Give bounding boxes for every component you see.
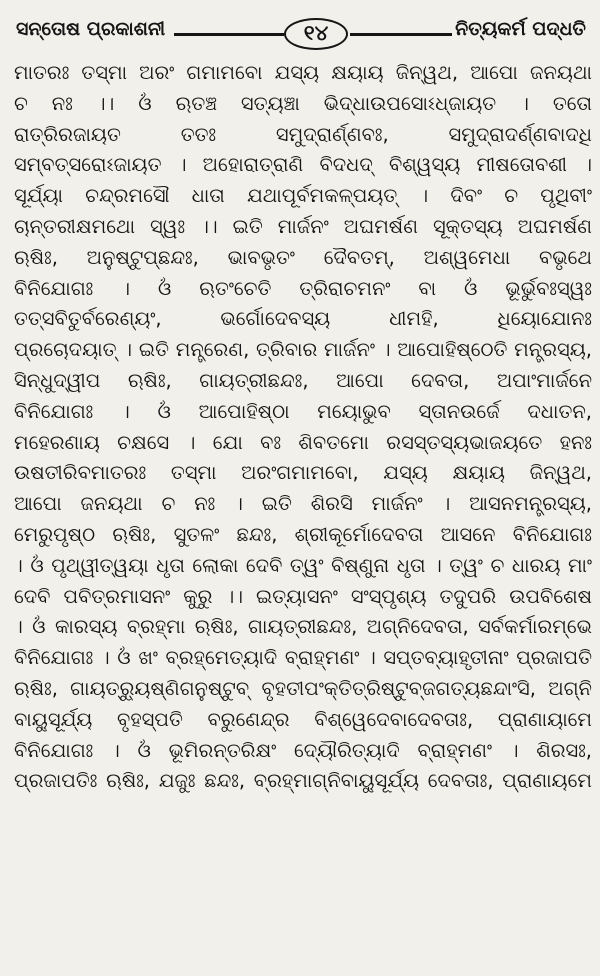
text-line: ସିନ୍ଧୁଦ୍ୱୀପ ଋଷିଃ, ଗାୟତ୍ରୀଛନ୍ଦଃ, ଆପୋ ଦେବତା, ଅପାଂମାର୍ଜନେ bbox=[14, 368, 592, 392]
text-line: ବିନିଯୋଗଃ । ଓଁ ଆପୋହିଷ୍ଠା ମୟୋଭୁବ ସ୍ତାନଉର୍ଜେ ଦଧାତନ, bbox=[14, 399, 592, 423]
text-line: ବିନିଯୋଗଃ । ଓଁ ଖଂ ବ୍ରହ୍ମେତ୍ୟାଦି ବ୍ରାହ୍ମଣଂ । ସପ୍ତବ୍ୟାହୃତୀନାଂ ପ୍ରଜାପତି bbox=[14, 646, 592, 670]
page-number: ୧୪ bbox=[284, 18, 348, 50]
text-line: ଆପୋ ଜନୟଥା ଚ ନଃ । ଇତି ଶିରସି ମାର୍ଜନଂ । ଆସନମନ୍ତ୍ରସ୍ୟ, bbox=[14, 492, 592, 516]
text-line: ଋଷିଃ, ଅନୁଷ୍ଟୁପ୍ଛନ୍ଦଃ, ଭାବଭୃତଂ ଦୈବତମ୍, ଅଶ୍ୱମେଧା ବଭୃଥେ bbox=[14, 245, 592, 269]
text-line: ତତ୍ସବିତୁର୍ବରେଣ୍ୟଂ, ଭର୍ଗୋଦେବସ୍ୟ ଧୀମହି, ଧିୟୋଯୋନଃ bbox=[14, 307, 592, 331]
text-line: ଚାନ୍ତରୀକ୍ଷମଥୋ ସ୍ୱଃ ।। ଇତି ମାର୍ଜନଂ ଅଘମର୍ଷଣ ସୂକ୍ତସ୍ୟ ଅଘମର୍ଷଣ bbox=[14, 214, 592, 238]
text-line: ମାତରଃ ତସ୍ମା ଅରଂ ଗମାମବୋ ଯସ୍ୟ କ୍ଷୟାୟ ଜିନ୍ୱଥ, ଆପୋ ଜନୟଥା bbox=[14, 61, 592, 84]
text-line: ପ୍ରଚୋଦୟାତ୍ । ଇତି ମନ୍ତ୍ରେଣ, ତ୍ରିବାର ମାର୍ଜନଂ । ଆପୋହିଷ୍ଠେତି ମନ୍ତ୍ରସ୍ୟ, bbox=[14, 338, 592, 362]
text-line: ଉଷତୀରିବମାତରଃ ତସ୍ମା ଅରଂଗମାମବୋ, ଯସ୍ୟ କ୍ଷୟାୟ ଜିନ୍ୱଥ, bbox=[14, 461, 592, 485]
text-line: । ଓଁ ପୃଥ୍ୱୀତ୍ୱୟା ଧୃତା ଲୋକା ଦେବି ତ୍ୱଂ ବିଷ୍ଣୁନା ଧୃତା । ତ୍ୱଂ ଚ ଧାରୟ ମାଂ bbox=[14, 553, 592, 577]
chapter-title: ନିତ୍ୟକର୍ମ ପଦ୍ଧତି bbox=[455, 18, 586, 40]
text-line: ସମ୍ବତ୍ସରୋଽଜାୟତ । ଅହୋରାତ୍ରାଣି ବିଦଧଦ୍ ବିଶ୍ୱସ୍ୟ ମୀଷତୋବଶୀ । bbox=[14, 153, 592, 177]
text-line: ବିନିଯୋଗଃ । ଓଁ ଭୂମିରନ୍ତରିକ୍ଷଂ ଦ୍ୟୌରିତ୍ୟାଦି ବ୍ରାହ୍ମଣଂ । ଶିରସଃ, bbox=[14, 738, 592, 762]
text-line: ମହେରଣାୟ ଚକ୍ଷସେ । ଯୋ ବଃ ଶିବତମୋ ରସସ୍ତସ୍ୟଭାଜୟତେ ହନଃ bbox=[14, 430, 592, 454]
text-line: ମେରୁପୃଷ୍ଠ ଋଷିଃ, ସୁତଳଂ ଛନ୍ଦଃ, ଶ୍ରୀକୂର୍ମୋଦେବତା ଆସନେ ବିନିଯୋଗଃ bbox=[14, 522, 592, 546]
text-line: ବାୟୁସୂର୍ଯ୍ୟ ବୃହସ୍ପତି ବରୁଣେନ୍ଦ୍ର ବିଶ୍ୱେଦେବାଦେବତାଃ, ପ୍ରାଣାୟାମେ bbox=[14, 707, 592, 731]
text-line: ଋଷିଃ, ଗାୟତ୍ର୍ୟୁଷ୍ଣିଗନୁଷ୍ଟୁବ୍ ବୃହତୀପଂକ୍ତିତ୍ରିଷ୍ଟୁବ୍ଜଗତ୍ୟଛନ୍ଦାଂସି, ଅଗ୍ନି bbox=[14, 676, 592, 700]
text-line: ବିନିଯୋଗଃ । ଓଁ ଋତଂଚେତି ତ୍ରିରାଚମନଂ ବା ଓଁ ଭୂର୍ଭୁବଃସ୍ୱଃ bbox=[14, 276, 592, 300]
header-rule-right bbox=[350, 33, 452, 36]
text-line: । ଓଁ କାରସ୍ୟ ବ୍ରହ୍ମା ଋଷିଃ, ଗାୟତ୍ରୀଛନ୍ଦଃ, ଅଗ୍ନିଦେବତା, ସର୍ବକର୍ମାରମ୍ଭେ bbox=[14, 615, 592, 639]
header-rule-left bbox=[174, 33, 284, 36]
text-line: ପ୍ରଜାପତିଃ ଋଷିଃ, ଯଜୁଃ ଛନ୍ଦଃ, ବ୍ରହ୍ମାଗ୍ନିବାୟୁସୂର୍ଯ୍ୟ ଦେବତାଃ, ପ୍ରାଣାୟମେ bbox=[14, 769, 592, 793]
text-line: ରାତ୍ରିରଜାୟତ ତତଃ ସମୁଦ୍ରାର୍ଣ୍ଣବଃ, ସମୁଦ୍ରାଦର୍ଣ୍ଣବାଦଧି bbox=[14, 122, 592, 146]
text-line: ସୂର୍ଯ୍ୟା ଚନ୍ଦ୍ରମସୌ ଧାତା ଯଥାପୂର୍ବମକଳ୍ପୟତ୍ । ଦିବଂ ଚ ପୃଥିବୀଂ bbox=[14, 184, 592, 208]
text-line: ଚ ନଃ ।। ଓଁ ଋତଞ୍ଚ ସତ୍ୟଞ୍ଚା ଭିଦ୍ଧାଉପସୋଽଧ୍ଜାୟତ । ତତୋ bbox=[14, 91, 592, 115]
book-title: ସନ୍ତୋଷ ପ୍ରକାଶନୀ bbox=[16, 18, 166, 40]
text-line: ଦେବି ପବିତ୍ରମାସନଂ କୁରୁ ।। ଇତ୍ୟାସନଂ ସଂସ୍ପୃଶ୍ୟ ତଦୁପରି ଉପବିଶେଷ bbox=[14, 584, 592, 608]
page-header bbox=[14, 0, 592, 56]
body-text bbox=[14, 58, 592, 797]
